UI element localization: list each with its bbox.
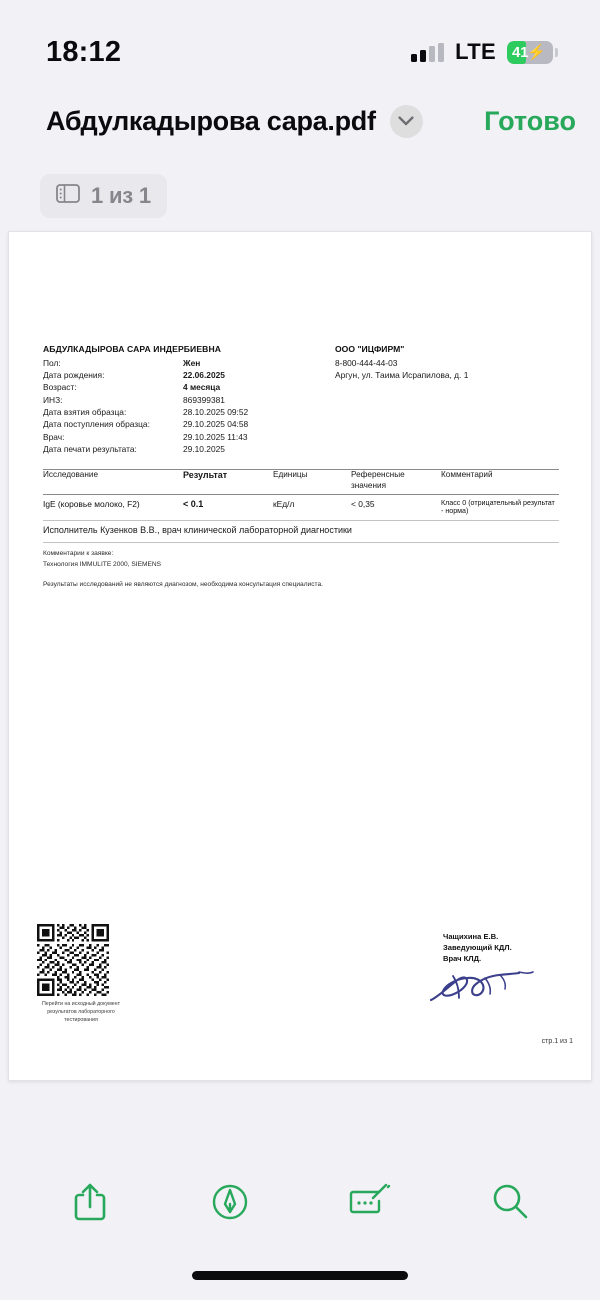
- column-header-test: Исследование: [43, 470, 99, 480]
- thumbnail-sidebar-icon: [56, 184, 80, 208]
- search-icon: [490, 1182, 530, 1227]
- cell-comment: Класс 0 (отрицательный результат - норма): [441, 498, 555, 515]
- patient-info-label: Дата взятия образца:: [43, 406, 127, 417]
- navigation-bar: [0, 90, 600, 152]
- patient-info-value: 869399381: [183, 394, 225, 405]
- column-header-result: Результат: [183, 470, 228, 481]
- handwritten-signature-icon: [423, 966, 541, 1008]
- patient-info-row: [43, 406, 335, 418]
- patient-info-value: 29.10.2025: [183, 443, 225, 454]
- patient-info-row: [43, 369, 335, 381]
- patient-info-value: 28.10.2025 09:52: [183, 406, 249, 417]
- chevron-down-icon[interactable]: [390, 105, 423, 138]
- results-table-header: [43, 470, 559, 494]
- page-title: Абдулкадырова сара.pdf: [46, 105, 376, 136]
- status-bar: [0, 0, 600, 78]
- patient-info-rows: [43, 357, 335, 456]
- network-type-label: LTE: [455, 39, 496, 64]
- qr-block: [37, 924, 141, 1025]
- qr-caption: Перейти на исходный документ результатов лабораторного тестирования: [41, 1001, 121, 1024]
- done-button[interactable]: Готово: [484, 105, 576, 136]
- results-table-body: [43, 495, 559, 520]
- document-page-footer: стр.1 из 1: [541, 1038, 573, 1045]
- patient-info-value: Жен: [183, 357, 201, 368]
- patient-info-label: Пол:: [43, 357, 61, 368]
- patient-info-row: [43, 431, 335, 443]
- markup-pen-icon: [210, 1182, 250, 1227]
- battery-percent-label: 41: [512, 43, 529, 61]
- share-button[interactable]: [58, 1172, 122, 1236]
- patient-info-value: 22.06.2025: [183, 369, 225, 380]
- patient-info-value: 29.10.2025 04:58: [183, 419, 249, 430]
- signatory-role: Врач КЛД.: [443, 953, 482, 963]
- patient-info-block: [43, 344, 335, 455]
- fill-and-sign-icon: [348, 1183, 392, 1226]
- technology-line: Технология IMMULITE 2000, SIEMENS: [43, 560, 162, 568]
- patient-info-label: ИНЗ:: [43, 394, 63, 405]
- organization-name: ООО "ИЦФИРМ": [335, 344, 405, 354]
- signature-block: [423, 932, 573, 1013]
- status-indicators: [411, 39, 558, 65]
- patient-info-row: [43, 418, 335, 430]
- share-icon: [71, 1181, 109, 1228]
- comments-title: Комментарии к заявке:: [43, 550, 114, 558]
- patient-info-label: Дата рождения:: [43, 369, 105, 380]
- bottom-toolbar: [0, 1164, 600, 1244]
- patient-info-value: 29.10.2025 11:43: [183, 431, 248, 442]
- column-header-reference: Референсные значения: [351, 470, 405, 490]
- cellular-signal-icon: [411, 43, 444, 62]
- patient-info-label: Дата поступления образца:: [43, 419, 150, 430]
- cell-test: IgE (коровье молоко, F2): [43, 498, 140, 509]
- column-header-units: Единицы: [273, 470, 308, 480]
- cell-reference: < 0,35: [351, 498, 375, 509]
- document-header: [43, 344, 559, 455]
- cell-result: < 0.1: [183, 498, 204, 509]
- patient-info-row: [43, 357, 335, 369]
- home-indicator[interactable]: [192, 1271, 408, 1280]
- battery-charging-bolt-icon: ⚡: [527, 44, 546, 61]
- disclaimer-line: Результаты исследований не являются диагнозом, необходима консультация специалиста.: [43, 580, 323, 588]
- fill-sign-button[interactable]: [338, 1172, 402, 1236]
- table-row: [43, 495, 559, 520]
- patient-info-label: Возраст:: [43, 382, 77, 393]
- document-notes: [43, 543, 559, 590]
- qr-code-icon[interactable]: [37, 924, 109, 996]
- patient-info-value: 4 месяца: [183, 382, 221, 393]
- organization-block: [335, 344, 559, 455]
- results-table: [43, 469, 559, 543]
- document-content: [43, 344, 559, 590]
- pdf-page[interactable]: [8, 231, 592, 1081]
- signatory-name: Чащихина Е.В.: [443, 932, 499, 941]
- patient-info-label: Дата печати результата:: [43, 443, 137, 454]
- patient-info-row: [43, 443, 335, 455]
- patient-name: АБДУЛКАДЫРОВА САРА ИНДЕРБИЕВНА: [43, 344, 222, 354]
- patient-info-label: Врач:: [43, 431, 65, 442]
- status-time: 18:12: [46, 35, 122, 68]
- organization-phone: 8-800-444-44-03: [335, 357, 398, 368]
- cell-units: кЕд/л: [273, 498, 295, 509]
- patient-info-row: [43, 381, 335, 393]
- page-indicator-label: 1 из 1: [91, 183, 151, 208]
- search-button[interactable]: [478, 1172, 542, 1236]
- patient-info-row: [43, 394, 335, 406]
- signatory-position: Заведующий КДЛ.: [443, 942, 512, 952]
- column-header-comment: Комментарий: [441, 470, 493, 480]
- organization-address: Аргун, ул. Таима Исрапилова, д. 1: [335, 369, 469, 380]
- page-indicator-chip[interactable]: [40, 174, 167, 218]
- performer-line: Исполнитель Кузенков В.В., врач клинической лабораторной диагностики: [43, 524, 352, 535]
- battery-icon: [507, 41, 558, 64]
- markup-button[interactable]: [198, 1172, 262, 1236]
